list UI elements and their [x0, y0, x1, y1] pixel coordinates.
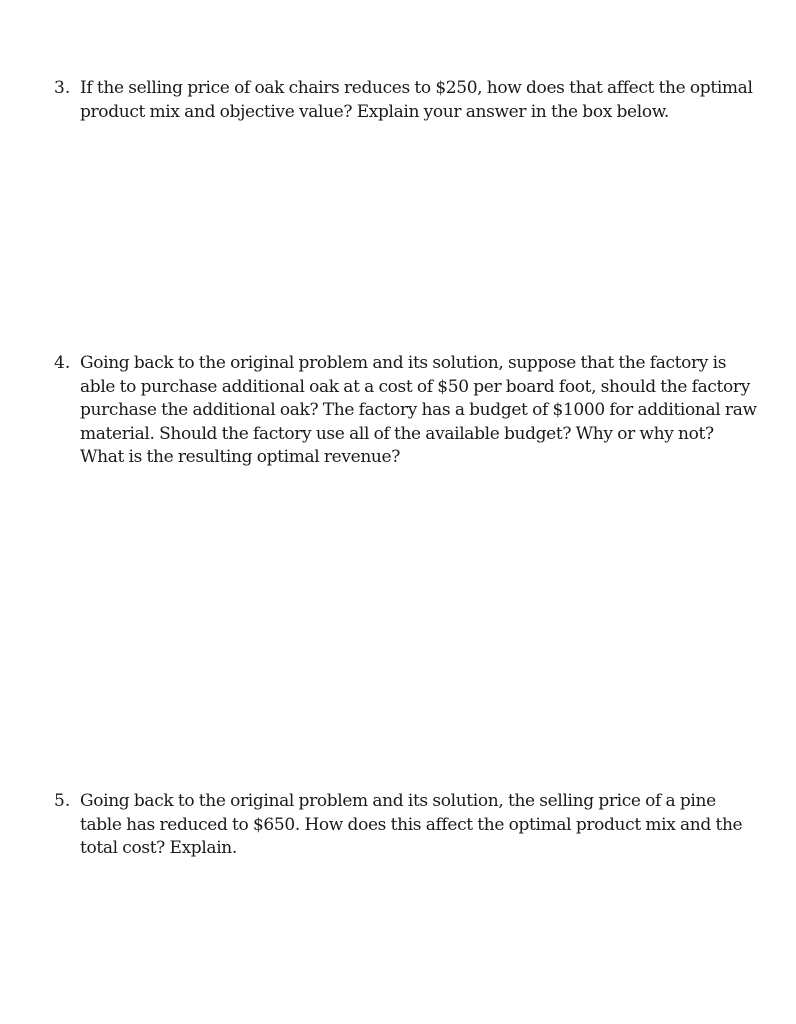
question-3	[54, 77, 760, 124]
question-5	[54, 790, 760, 861]
question-text: Going back to the original problem and its solution, suppose that the factory is able to purchase additional oak at a cost of $50 per board foot, should the factory purchase the additional oak? The factory has a budget of $1000 for additional raw material. Should the factory use all of the available budget? Why or why not? What is the resulting optimal revenue?	[80, 353, 757, 467]
question-number: 5.	[54, 791, 71, 811]
question-number: 3.	[54, 78, 71, 98]
question-text: If the selling price of oak chairs reduces to $250, how does that affect the optimal product mix and objective value? Explain your answer in the box below.	[80, 78, 753, 122]
question-4	[54, 352, 760, 470]
question-number: 4.	[54, 353, 71, 373]
question-text: Going back to the original problem and its solution, the selling price of a pine table has reduced to $650. How does this affect the optimal product mix and the total cost? Explain.	[80, 791, 743, 858]
